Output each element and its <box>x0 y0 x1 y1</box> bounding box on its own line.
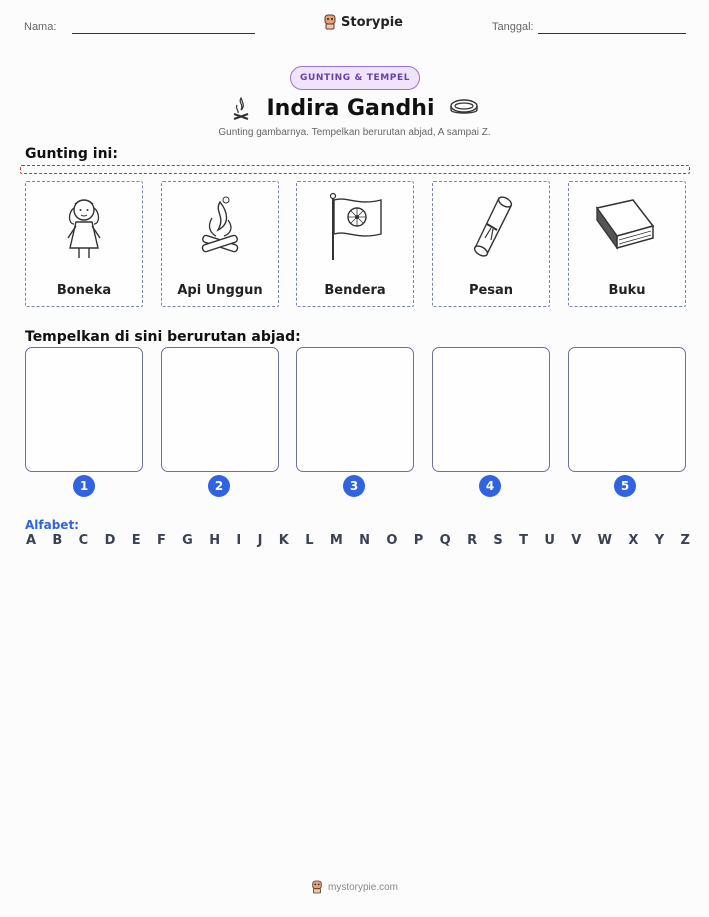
alphabet-letter: B <box>52 533 63 548</box>
paste-heading: Tempelkan di sini berurutan abjad: <box>25 329 301 345</box>
slot-number-5: 5 <box>614 475 636 497</box>
cut-card-pesan[interactable] <box>432 181 550 307</box>
cut-heading: Gunting ini: <box>25 146 118 162</box>
alphabet-letter: U <box>544 533 555 548</box>
footer-site[interactable]: mystorypie.com <box>327 881 398 893</box>
alphabet-letter: O <box>386 533 398 548</box>
paste-slot-2[interactable] <box>161 347 279 472</box>
date-line[interactable] <box>538 33 686 34</box>
book-icon <box>593 190 657 270</box>
alphabet-letter: H <box>209 533 221 548</box>
name-line[interactable] <box>72 33 255 34</box>
card-label: Boneka <box>56 283 112 298</box>
campfire-icon <box>190 190 250 270</box>
storypie-mascot-icon <box>311 880 323 894</box>
campfire-icon <box>230 95 252 121</box>
alphabet-letter: V <box>571 533 582 548</box>
alphabet-letter: W <box>597 533 613 548</box>
flag-icon <box>325 190 385 270</box>
activity-badge: GUNTING & TEMPEL <box>290 66 420 90</box>
alphabet-letter: S <box>493 533 503 548</box>
cut-line <box>20 165 690 174</box>
alphabet-letter: P <box>413 533 424 548</box>
cut-card-buku[interactable] <box>568 181 686 307</box>
slot-number-2: 2 <box>208 475 230 497</box>
brand-logo <box>323 14 403 30</box>
alphabet-letter: D <box>104 533 116 548</box>
alphabet-letter: G <box>182 533 193 548</box>
alphabet-letter: C <box>78 533 89 548</box>
alphabet-letter: J <box>257 533 263 548</box>
alphabet-letter: Y <box>654 533 665 548</box>
slot-number-4: 4 <box>479 475 501 497</box>
instructions: Gunting gambarnya. Tempelkan berurutan abjad, A sampai Z. <box>218 127 491 138</box>
alphabet-letter: T <box>519 533 529 548</box>
alphabet-letter: M <box>329 533 343 548</box>
title-row <box>0 92 709 124</box>
storypie-mascot-icon <box>323 14 337 30</box>
alphabet-letter: E <box>131 533 141 548</box>
paste-slot-4[interactable] <box>432 347 550 472</box>
name-label: Nama: <box>24 21 57 33</box>
paste-slot-5[interactable] <box>568 347 686 472</box>
alphabet-letter: F <box>156 533 166 548</box>
footer <box>0 880 709 894</box>
cut-card-boneka[interactable] <box>25 181 143 307</box>
alphabet-row <box>26 533 690 548</box>
cut-card-api-unggun[interactable] <box>161 181 279 307</box>
page-title: Indira Gandhi <box>266 95 435 121</box>
alphabet-letter: K <box>278 533 289 548</box>
ring-icon <box>449 97 479 119</box>
alphabet-letter: I <box>236 533 242 548</box>
card-label: Buku <box>608 283 646 298</box>
alphabet-letter: A <box>26 533 37 548</box>
paste-slot-1[interactable] <box>25 347 143 472</box>
slot-number-1: 1 <box>73 475 95 497</box>
alphabet-letter: Q <box>439 533 451 548</box>
alphabet-label: Alfabet: <box>25 518 79 532</box>
alphabet-letter: N <box>359 533 371 548</box>
alphabet-letter: R <box>467 533 478 548</box>
scroll-icon <box>461 190 521 270</box>
alphabet-letter: Z <box>680 533 690 548</box>
doll-icon <box>54 190 114 270</box>
date-label: Tanggal: <box>492 21 534 33</box>
paste-slot-3[interactable] <box>296 347 414 472</box>
slot-number-3: 3 <box>343 475 365 497</box>
brand-name: Storypie <box>341 14 403 30</box>
card-label: Bendera <box>324 283 386 298</box>
alphabet-letter: X <box>628 533 639 548</box>
cut-card-bendera[interactable] <box>296 181 414 307</box>
alphabet-letter: L <box>305 533 314 548</box>
card-label: Api Unggun <box>177 283 263 298</box>
card-label: Pesan <box>468 283 514 298</box>
